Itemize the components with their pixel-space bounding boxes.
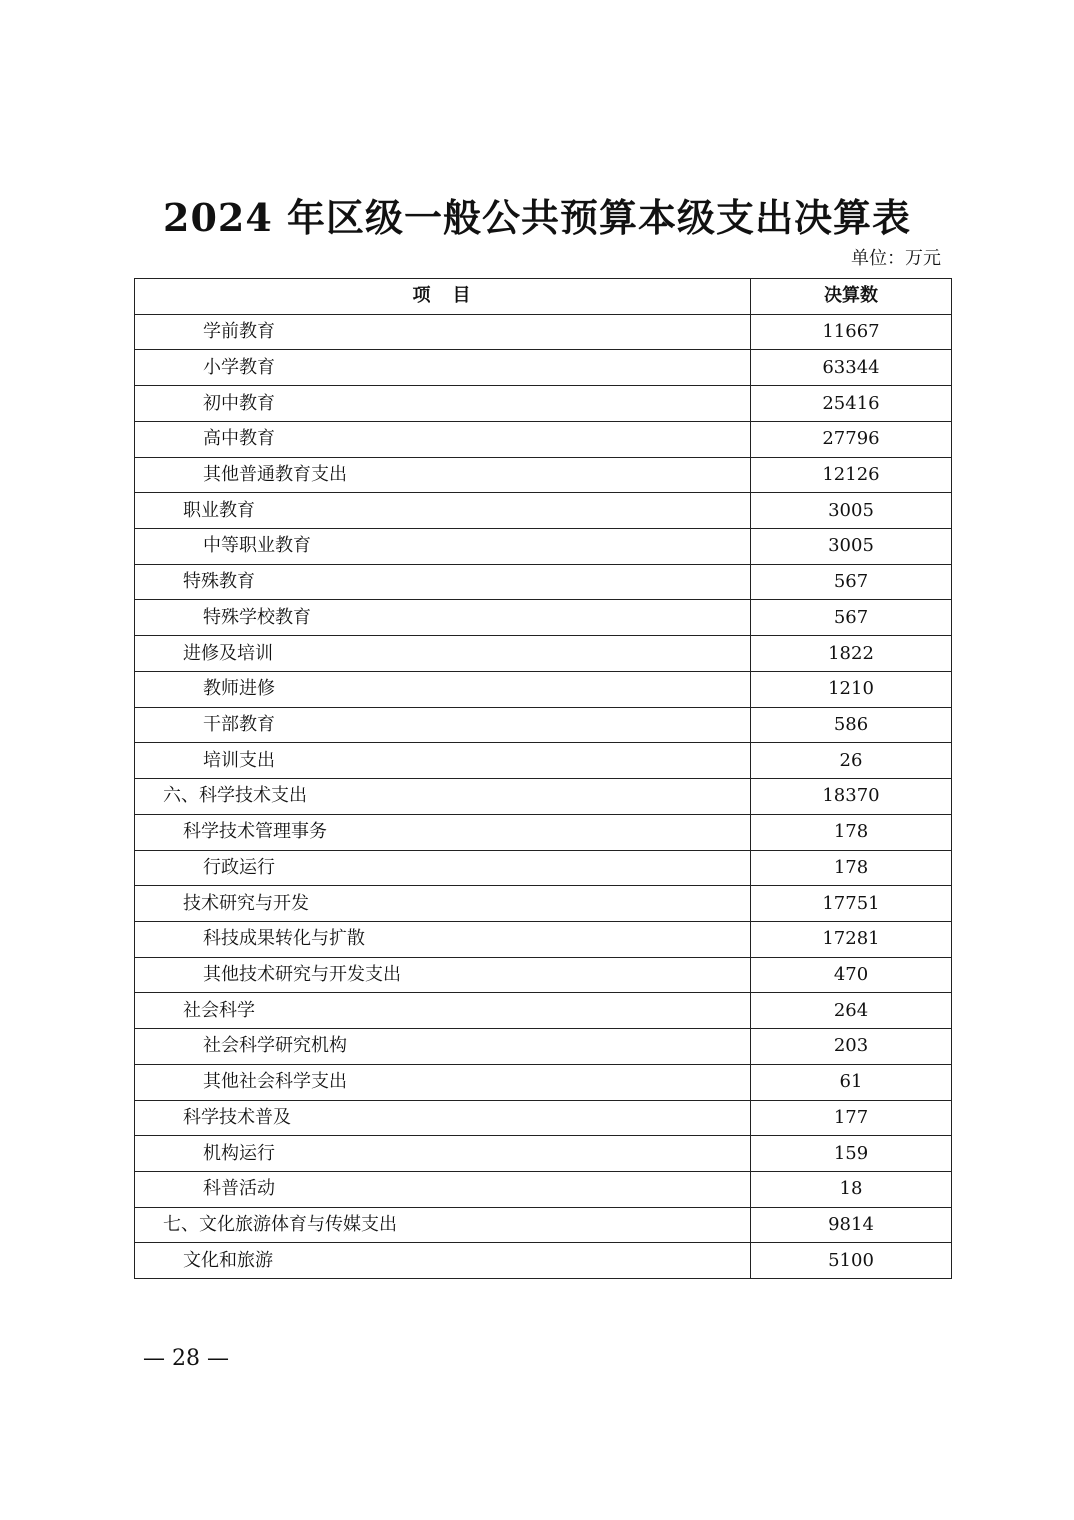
row-item-name: 社会科学 <box>135 993 751 1029</box>
table-row <box>135 457 952 493</box>
row-item-name: 七、文化旅游体育与传媒支出 <box>135 1207 751 1243</box>
row-item-value: 178 <box>751 814 952 850</box>
row-item-name: 其他普通教育支出 <box>135 457 751 493</box>
row-item-value: 567 <box>751 600 952 636</box>
row-item-value: 177 <box>751 1100 952 1136</box>
row-item-name: 特殊学校教育 <box>135 600 751 636</box>
row-item-name: 六、科学技术支出 <box>135 779 751 815</box>
row-item-value: 586 <box>751 707 952 743</box>
table-row <box>135 1029 952 1065</box>
row-item-value: 1210 <box>751 671 952 707</box>
row-item-value: 18 <box>751 1171 952 1207</box>
table-row <box>135 1064 952 1100</box>
table-row <box>135 1243 952 1279</box>
table-row <box>135 743 952 779</box>
row-item-value: 3005 <box>751 493 952 529</box>
budget-table <box>134 278 952 1279</box>
row-item-name: 教师进修 <box>135 671 751 707</box>
row-item-value: 9814 <box>751 1207 952 1243</box>
row-item-value: 17281 <box>751 921 952 957</box>
document-title: 2024 年区级一般公共预算本级支出决算表 <box>163 195 911 240</box>
row-item-name: 科技成果转化与扩散 <box>135 921 751 957</box>
table-row <box>135 386 952 422</box>
table-row <box>135 957 952 993</box>
table-row <box>135 350 952 386</box>
row-item-name: 中等职业教育 <box>135 529 751 565</box>
unit-label: 单位：万元 <box>851 248 941 269</box>
row-item-value: 18370 <box>751 779 952 815</box>
table-body <box>135 314 952 1278</box>
table-row <box>135 921 952 957</box>
row-item-value: 178 <box>751 850 952 886</box>
table-row <box>135 564 952 600</box>
row-item-name: 学前教育 <box>135 314 751 350</box>
row-item-name: 初中教育 <box>135 386 751 422</box>
row-item-name: 科学技术管理事务 <box>135 814 751 850</box>
row-item-value: 203 <box>751 1029 952 1065</box>
row-item-name: 文化和旅游 <box>135 1243 751 1279</box>
row-item-name: 社会科学研究机构 <box>135 1029 751 1065</box>
row-item-name: 科学技术普及 <box>135 1100 751 1136</box>
row-item-value: 11667 <box>751 314 952 350</box>
table-row <box>135 1136 952 1172</box>
row-item-value: 12126 <box>751 457 952 493</box>
row-item-value: 567 <box>751 564 952 600</box>
row-item-name: 机构运行 <box>135 1136 751 1172</box>
row-item-name: 行政运行 <box>135 850 751 886</box>
table-row <box>135 1100 952 1136</box>
row-item-name: 科普活动 <box>135 1171 751 1207</box>
row-item-name: 小学教育 <box>135 350 751 386</box>
row-item-value: 25416 <box>751 386 952 422</box>
row-item-value: 26 <box>751 743 952 779</box>
row-item-name: 其他技术研究与开发支出 <box>135 957 751 993</box>
row-item-name: 干部教育 <box>135 707 751 743</box>
row-item-value: 159 <box>751 1136 952 1172</box>
table-row <box>135 600 952 636</box>
row-item-name: 培训支出 <box>135 743 751 779</box>
table-row <box>135 421 952 457</box>
row-item-value: 264 <box>751 993 952 1029</box>
row-item-value: 61 <box>751 1064 952 1100</box>
table-row <box>135 529 952 565</box>
table-row <box>135 493 952 529</box>
row-item-name: 特殊教育 <box>135 564 751 600</box>
table-row <box>135 636 952 672</box>
table-row <box>135 779 952 815</box>
table-row <box>135 314 952 350</box>
table-row <box>135 1171 952 1207</box>
header-item: 项 目 <box>135 279 751 315</box>
row-item-name: 职业教育 <box>135 493 751 529</box>
table-row <box>135 886 952 922</box>
row-item-value: 470 <box>751 957 952 993</box>
page-number: — 28 — <box>143 1346 229 1371</box>
row-item-name: 技术研究与开发 <box>135 886 751 922</box>
table-row <box>135 671 952 707</box>
row-item-value: 17751 <box>751 886 952 922</box>
row-item-name: 其他社会科学支出 <box>135 1064 751 1100</box>
table-header-row <box>135 279 952 315</box>
header-value: 决算数 <box>751 279 952 315</box>
row-item-value: 63344 <box>751 350 952 386</box>
row-item-name: 进修及培训 <box>135 636 751 672</box>
table-row <box>135 814 952 850</box>
table-row <box>135 1207 952 1243</box>
table-row <box>135 993 952 1029</box>
row-item-value: 3005 <box>751 529 952 565</box>
row-item-name: 高中教育 <box>135 421 751 457</box>
table-row <box>135 850 952 886</box>
row-item-value: 1822 <box>751 636 952 672</box>
row-item-value: 5100 <box>751 1243 952 1279</box>
table-row <box>135 707 952 743</box>
row-item-value: 27796 <box>751 421 952 457</box>
